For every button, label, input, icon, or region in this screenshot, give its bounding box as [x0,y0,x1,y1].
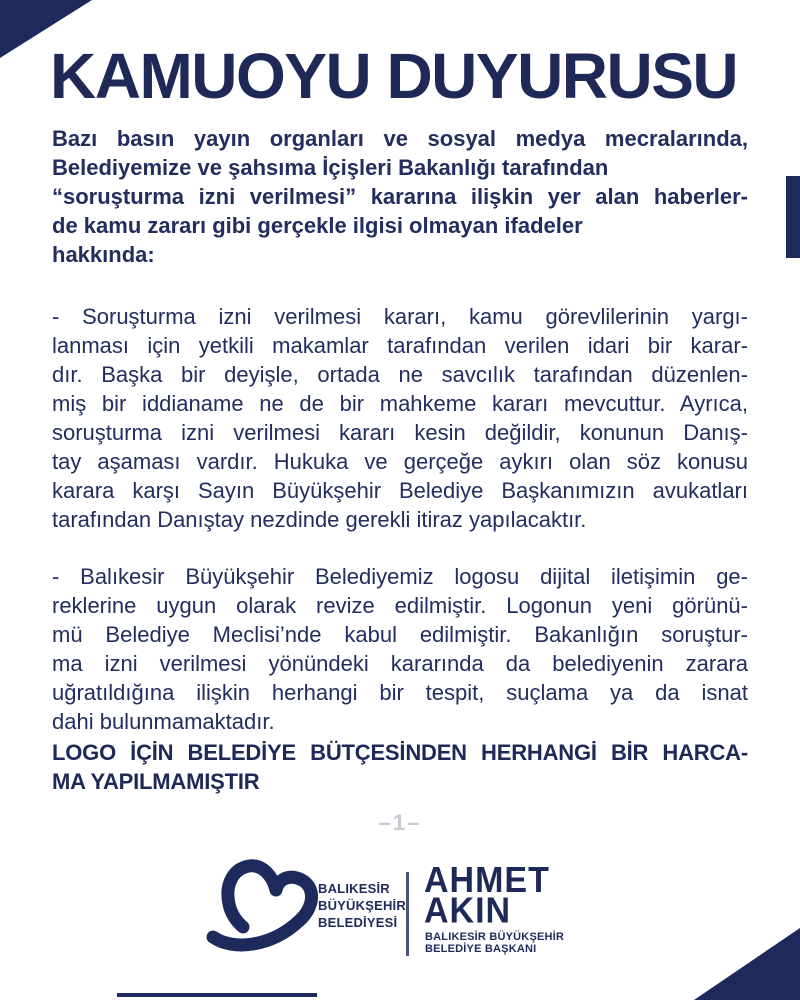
intro-paragraph [52,124,748,269]
text-line: karara karşı Sayın Büyükşehir Belediye Başkanımızın avukatları [52,478,748,503]
text-line: de kamu zararı gibi gerçekle ilgisi olmayan ifadeler [52,213,583,238]
text-line: BALIKESİR [318,881,390,896]
text-line: hakkında: [52,242,155,267]
text-line: lanması için yetkili makamlar tarafından verilen idari bir karar- [52,333,748,358]
text-line: MA YAPILMAMIŞTIR [52,769,260,794]
text-line: mü Belediye Meclisi’nde kabul edilmiştir. Bakanlığın soruştur- [52,622,748,647]
footer-accent-line [117,993,317,997]
emphasis-statement [52,738,748,796]
text-line: Bazı basın yayın organları ve sosyal medya mecralarında, [52,126,748,151]
text-line: AKIN [424,891,512,932]
text-line: LOGO İÇİN BELEDİYE BÜTÇESİNDEN HERHANGİ BİR HARCA- [52,740,748,765]
text-line: soruşturma izni verilmesi kararı kesin değildir, konunun Danış- [52,420,748,445]
text-line: miş bir iddianame ne de bir mahkeme kararı mevcuttur. Ayrıca, [52,391,748,416]
text-line: - Balıkesir Büyükşehir Belediyemiz logosu dijital iletişimin ge- [52,564,748,589]
text-line: reklerine uygun olarak revize edilmiştir. Logonun yeni görünü- [52,593,748,618]
text-line: BELEDİYE BAŞKANI [425,942,537,955]
mayor-name [424,860,550,932]
text-line: BALIKESİR BÜYÜKŞEHİR [425,931,565,943]
paragraph-investigation [52,302,748,534]
page-title: KAMUOYU DUYURUSU [50,40,738,112]
right-edge-bar [786,176,800,258]
text-line: tay aşaması vardır. Hukuka ve gerçeğe aykırı olan söz konusu [52,449,748,474]
text-line: tarafından Danıştay nezdinde gerekli itiraz yapılacaktır. [52,507,587,532]
text-line: dır. Başka bir deyişle, ortada ne savcılık tarafından düzenlen- [52,362,748,387]
text-line: Belediyemize ve şahsıma İçişleri Bakanlığı tarafından [52,155,609,180]
text-line: BELEDİYESİ [318,915,398,930]
mayor-title [425,932,564,955]
text-line: AHMET [424,860,550,901]
footer-divider [406,872,409,956]
paragraph-logo [52,562,748,736]
text-line: dahi bulunmamaktadır. [52,709,275,734]
page-number: –1– [378,810,422,835]
text-line: - Soruşturma izni verilmesi kararı, kamu görevlilerinin yargı- [52,304,748,329]
footer-logo-lockup [0,852,800,962]
text-line: uğratıldığına ilişkin herhangi bir tespit, suçlama ya da isnat [52,680,748,705]
heart-logo-icon [205,856,320,958]
text-line: BÜYÜKŞEHİR [318,898,406,913]
text-line: “soruşturma izni verilmesi” kararına ilişkin yer alan haberler- [52,184,748,209]
municipality-name [318,880,406,931]
text-line: ma izni verilmesi yönündeki kararında da belediyenin zarara [52,651,748,676]
